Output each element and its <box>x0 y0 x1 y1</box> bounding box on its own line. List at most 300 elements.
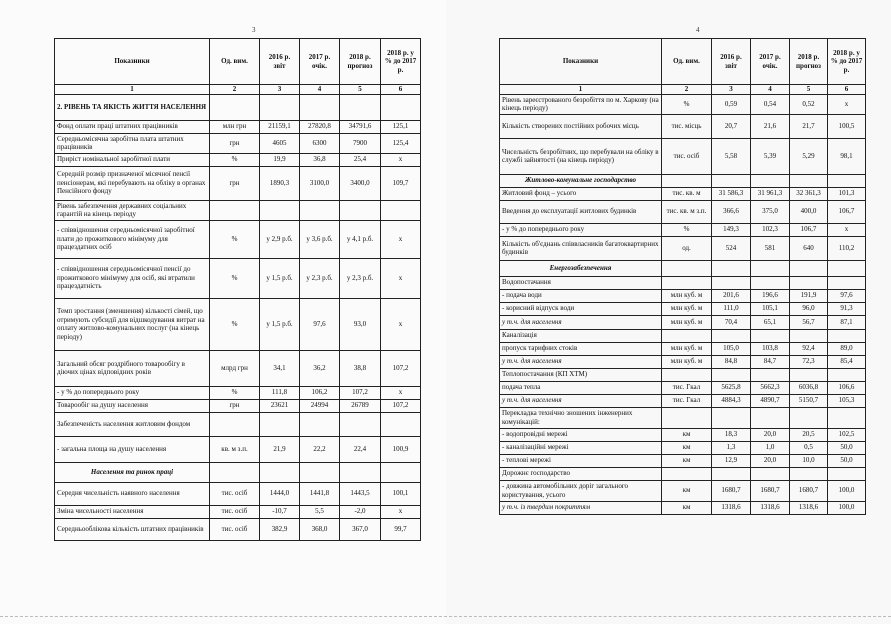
table-row <box>55 350 421 386</box>
unit-cell: млн куб. м <box>662 342 712 355</box>
col-number: 2 <box>210 85 260 95</box>
page-number: 3 <box>252 26 256 34</box>
value-2017-cell <box>751 276 790 289</box>
percent-cell <box>828 174 866 187</box>
table-row <box>55 462 421 482</box>
value-2018-cell: 106,7 <box>790 223 828 236</box>
table-row <box>55 518 421 540</box>
value-2016-cell: 21,9 <box>260 436 300 462</box>
table-row <box>500 114 866 138</box>
unit-cell: тис. осіб <box>210 518 260 540</box>
value-2018-cell: 32 361,3 <box>790 187 828 200</box>
percent-cell: 106,6 <box>828 381 866 394</box>
unit-cell: тис. осіб <box>662 138 712 174</box>
indicator-cell: у т.ч. для населення <box>500 355 662 368</box>
header-indicator: Показники <box>55 39 210 85</box>
table-row <box>55 399 421 412</box>
value-2016-cell: 1318,6 <box>712 501 751 514</box>
percent-cell <box>828 260 866 276</box>
indicator-cell: Зміна чисельності населення <box>55 505 210 518</box>
indicator-cell: - співвідношення середньомісячної пенсії до прожиткового мінімуму для осіб, які втратили працездатність <box>55 258 210 298</box>
table-row <box>55 200 421 220</box>
table-row <box>55 258 421 298</box>
percent-cell: 100,0 <box>828 501 866 514</box>
table-row <box>500 223 866 236</box>
value-2016-cell <box>712 407 751 428</box>
value-2018-cell: 5,29 <box>790 138 828 174</box>
header-unit: Од. вим. <box>662 39 712 85</box>
page-number: 4 <box>696 26 700 34</box>
value-2018-cell: 1443,5 <box>340 482 381 505</box>
col-number: 4 <box>300 85 340 95</box>
unit-cell: % <box>210 220 260 258</box>
percent-cell: 87,1 <box>828 315 866 329</box>
value-2018-cell: у 4,1 р.б. <box>340 220 381 258</box>
value-2016-cell <box>712 329 751 342</box>
unit-cell: км <box>662 501 712 514</box>
unit-cell: тис. місць <box>662 114 712 138</box>
percent-cell: 107,2 <box>381 399 421 412</box>
indicator-cell: у т.ч. із твердим покриттям <box>500 501 662 514</box>
value-2016-cell: 524 <box>712 236 751 260</box>
value-2018-cell: 25,4 <box>340 153 381 166</box>
value-2018-cell: 0,5 <box>790 441 828 454</box>
table-row <box>500 441 866 454</box>
unit-cell <box>662 174 712 187</box>
value-2018-cell: 5150,7 <box>790 394 828 407</box>
value-2018-cell: -2,0 <box>340 505 381 518</box>
value-2016-cell: у 1,5 р.б. <box>260 258 300 298</box>
indicator-cell: Середній розмір призначеної місячної пенсії пенсіонерам, які перебувають на обліку в органах Пенсійного фонду <box>55 166 210 200</box>
value-2017-cell: 21,6 <box>751 114 790 138</box>
table-row <box>500 381 866 394</box>
indicator-cell: - у % до попереднього року <box>55 386 210 399</box>
unit-cell: млрд грн <box>210 350 260 386</box>
value-2018-cell: 400,0 <box>790 200 828 223</box>
unit-cell: грн <box>210 166 260 200</box>
value-2017-cell: 0,54 <box>751 94 790 114</box>
indicator-cell: Каналізація <box>500 329 662 342</box>
value-2016-cell: у 2,9 р.б. <box>260 220 300 258</box>
value-2017-cell: 3100,0 <box>300 166 340 200</box>
value-2017-cell: 103,8 <box>751 342 790 355</box>
value-2016-cell <box>712 368 751 381</box>
indicator-cell: - співвідношення середньомісячної заробітної плати до прожиткового мінімуму для працездатних осіб <box>55 220 210 258</box>
table-row <box>55 153 421 166</box>
table-row <box>500 407 866 428</box>
indicator-cell: Забезпеченість населення житловим фондом <box>55 412 210 436</box>
percent-cell: 107,2 <box>381 350 421 386</box>
table-row <box>55 386 421 399</box>
value-2016-cell: 1,3 <box>712 441 751 454</box>
table-row <box>55 412 421 436</box>
value-2016-cell <box>260 94 300 120</box>
header-percent: 2018 р. у % до 2017 р. <box>381 39 421 85</box>
table-row <box>500 480 866 501</box>
header-2017: 2017 р. очік. <box>300 39 340 85</box>
percent-cell: х <box>381 153 421 166</box>
indicator-cell: у т.ч. для населення <box>500 315 662 329</box>
table-row <box>55 133 421 153</box>
percent-cell <box>828 467 866 480</box>
unit-cell <box>662 276 712 289</box>
percent-cell: 101,3 <box>828 187 866 200</box>
indicator-cell: Введення до експлуатації житлових будинків <box>500 200 662 223</box>
col-number: 6 <box>828 85 866 95</box>
table-row <box>55 220 421 258</box>
percent-cell: 125,1 <box>381 120 421 133</box>
value-2017-cell: 102,3 <box>751 223 790 236</box>
percent-cell: 100,0 <box>828 480 866 501</box>
percent-cell <box>828 276 866 289</box>
value-2016-cell: 1444,0 <box>260 482 300 505</box>
value-2017-cell: 1441,8 <box>300 482 340 505</box>
indicator-cell: Середня чисельність наявного населення <box>55 482 210 505</box>
value-2018-cell: 6036,8 <box>790 381 828 394</box>
indicator-cell: подача тепла <box>500 381 662 394</box>
value-2018-cell: 640 <box>790 236 828 260</box>
indicator-cell: Водопостачання <box>500 276 662 289</box>
indicator-cell: - водопровідні мережі <box>500 428 662 441</box>
table-row <box>55 120 421 133</box>
indicator-cell: Приріст номінальної заробітної плати <box>55 153 210 166</box>
table-row <box>500 501 866 514</box>
indicators-table-left <box>54 38 421 541</box>
indicator-cell: пропуск тарифних стоків <box>500 342 662 355</box>
indicator-cell: Енергозабезпечення <box>500 260 662 276</box>
percent-cell: 85,4 <box>828 355 866 368</box>
unit-cell: % <box>210 298 260 350</box>
value-2016-cell <box>712 260 751 276</box>
value-2016-cell: -10,7 <box>260 505 300 518</box>
percent-cell <box>828 329 866 342</box>
value-2016-cell: 4605 <box>260 133 300 153</box>
value-2018-cell: 10,0 <box>790 454 828 467</box>
value-2016-cell: 23621 <box>260 399 300 412</box>
value-2018-cell: 26789 <box>340 399 381 412</box>
table-row <box>500 467 866 480</box>
value-2017-cell: 20,0 <box>751 454 790 467</box>
value-2016-cell <box>712 174 751 187</box>
value-2016-cell: 1890,3 <box>260 166 300 200</box>
value-2018-cell <box>340 412 381 436</box>
value-2018-cell <box>340 94 381 120</box>
value-2017-cell: 22,2 <box>300 436 340 462</box>
table-row <box>500 276 866 289</box>
unit-cell: млн куб. м <box>662 355 712 368</box>
unit-cell: % <box>210 153 260 166</box>
indicator-cell: - загальна площа на душу населення <box>55 436 210 462</box>
percent-cell: 100,1 <box>381 482 421 505</box>
percent-cell: 109,7 <box>381 166 421 200</box>
unit-cell: млн куб. м <box>662 289 712 302</box>
col-number: 5 <box>790 85 828 95</box>
unit-cell: тис. Гкал <box>662 394 712 407</box>
value-2017-cell: 1,0 <box>751 441 790 454</box>
value-2016-cell <box>712 467 751 480</box>
value-2017-cell: 5,5 <box>300 505 340 518</box>
value-2017-cell: 24994 <box>300 399 340 412</box>
value-2018-cell <box>340 200 381 220</box>
table-row <box>500 94 866 114</box>
header-indicator: Показники <box>500 39 662 85</box>
value-2018-cell: 34791,6 <box>340 120 381 133</box>
value-2018-cell: 191,9 <box>790 289 828 302</box>
value-2018-cell: 93,0 <box>340 298 381 350</box>
table-row <box>500 289 866 302</box>
value-2016-cell: 201,6 <box>712 289 751 302</box>
value-2017-cell: 20,0 <box>751 428 790 441</box>
indicator-cell: Товарообіг на душу населення <box>55 399 210 412</box>
value-2018-cell: 1680,7 <box>790 480 828 501</box>
value-2017-cell <box>751 260 790 276</box>
unit-cell: % <box>210 386 260 399</box>
value-2016-cell <box>260 412 300 436</box>
unit-cell: км <box>662 480 712 501</box>
value-2017-cell: 5662,3 <box>751 381 790 394</box>
indicator-cell: - подача води <box>500 289 662 302</box>
table-row <box>55 482 421 505</box>
table-row <box>500 187 866 200</box>
percent-cell: 97,6 <box>828 289 866 302</box>
unit-cell: км <box>662 441 712 454</box>
value-2016-cell: 18,3 <box>712 428 751 441</box>
table-row <box>500 302 866 315</box>
percent-cell <box>828 407 866 428</box>
value-2018-cell: 1318,6 <box>790 501 828 514</box>
percent-cell: 50,0 <box>828 441 866 454</box>
unit-cell: км <box>662 428 712 441</box>
value-2018-cell: 367,0 <box>340 518 381 540</box>
percent-cell <box>381 412 421 436</box>
percent-cell: 100,5 <box>828 114 866 138</box>
unit-cell <box>662 329 712 342</box>
value-2016-cell: 4884,3 <box>712 394 751 407</box>
indicator-cell: Населення та ринок праці <box>55 462 210 482</box>
header-2018: 2018 р. прогноз <box>790 39 828 85</box>
indicator-cell: - теплові мережі <box>500 454 662 467</box>
col-number: 4 <box>751 85 790 95</box>
unit-cell <box>210 200 260 220</box>
indicator-cell: Теплопостачання (КП ХТМ) <box>500 368 662 381</box>
value-2017-cell: 375,0 <box>751 200 790 223</box>
indicator-cell: 2. РІВЕНЬ ТА ЯКІСТЬ ЖИТТЯ НАСЕЛЕННЯ <box>55 94 210 120</box>
table-row <box>500 260 866 276</box>
value-2018-cell: 96,0 <box>790 302 828 315</box>
table-row <box>500 355 866 368</box>
unit-cell: км <box>662 454 712 467</box>
value-2018-cell <box>790 174 828 187</box>
value-2017-cell: у 3,6 р.б. <box>300 220 340 258</box>
right-page <box>446 0 891 624</box>
unit-cell: тис. кв. м з.п. <box>662 200 712 223</box>
value-2016-cell: 34,1 <box>260 350 300 386</box>
percent-cell: 91,3 <box>828 302 866 315</box>
percent-cell: 100,9 <box>381 436 421 462</box>
table-row <box>55 166 421 200</box>
value-2016-cell: 31 586,3 <box>712 187 751 200</box>
percent-cell: 102,5 <box>828 428 866 441</box>
indicator-cell: - корисний відпуск води <box>500 302 662 315</box>
value-2017-cell: 1318,6 <box>751 501 790 514</box>
table-row <box>500 342 866 355</box>
value-2017-cell <box>300 200 340 220</box>
unit-cell: тис. Гкал <box>662 381 712 394</box>
header-2017: 2017 р. очік. <box>751 39 790 85</box>
indicator-cell: Житловий фонд – усього <box>500 187 662 200</box>
percent-cell: 89,0 <box>828 342 866 355</box>
unit-cell <box>210 94 260 120</box>
unit-cell <box>210 462 260 482</box>
value-2016-cell: 20,7 <box>712 114 751 138</box>
value-2017-cell <box>751 467 790 480</box>
value-2016-cell: 19,9 <box>260 153 300 166</box>
percent-cell: х <box>381 386 421 399</box>
value-2016-cell: 21159,1 <box>260 120 300 133</box>
value-2018-cell: 7900 <box>340 133 381 153</box>
table-row <box>500 329 866 342</box>
value-2016-cell: 105,0 <box>712 342 751 355</box>
percent-cell: х <box>381 505 421 518</box>
value-2017-cell <box>300 462 340 482</box>
value-2017-cell: 36,8 <box>300 153 340 166</box>
indicator-cell: Фонд оплати праці штатних працівників <box>55 120 210 133</box>
indicator-cell: Темп зростання (зменшення) кількості сімей, що отримують субсидії для відшкодування витрат на оплату житлово-комунальних послуг (на кінець періоду) <box>55 298 210 350</box>
table-row <box>500 174 866 187</box>
header-2016: 2016 р. звіт <box>712 39 751 85</box>
table-row <box>55 505 421 518</box>
percent-cell: х <box>381 298 421 350</box>
table-row <box>55 94 421 120</box>
value-2017-cell: 106,2 <box>300 386 340 399</box>
value-2018-cell <box>790 368 828 381</box>
value-2017-cell <box>751 407 790 428</box>
value-2017-cell: 36,2 <box>300 350 340 386</box>
indicator-cell: Житлово-комунальне господарство <box>500 174 662 187</box>
col-number: 5 <box>340 85 381 95</box>
percent-cell <box>381 462 421 482</box>
value-2016-cell: 12,9 <box>712 454 751 467</box>
percent-cell: х <box>828 94 866 114</box>
percent-cell: 50,0 <box>828 454 866 467</box>
indicator-cell: Загальний обсяг роздрібного товарообігу в діючих цінах відповідних років <box>55 350 210 386</box>
value-2016-cell: 5,58 <box>712 138 751 174</box>
header-2018: 2018 р. прогноз <box>340 39 381 85</box>
value-2017-cell <box>751 174 790 187</box>
unit-cell <box>662 407 712 428</box>
value-2016-cell: 84,8 <box>712 355 751 368</box>
percent-cell: х <box>381 258 421 298</box>
percent-cell <box>828 368 866 381</box>
indicator-cell: Рівень забезпечення державних соціальних гарантій на кінець періоду <box>55 200 210 220</box>
table-row <box>500 394 866 407</box>
indicator-cell: Рівень зареєстрованого безробіття по м. Харкову (на кінець періоду) <box>500 94 662 114</box>
table-row <box>500 138 866 174</box>
table-row <box>500 454 866 467</box>
value-2018-cell <box>790 260 828 276</box>
percent-cell: 98,1 <box>828 138 866 174</box>
value-2016-cell: 149,3 <box>712 223 751 236</box>
indicators-table-right <box>499 38 866 515</box>
value-2016-cell <box>712 276 751 289</box>
unit-cell: % <box>662 94 712 114</box>
header-2016: 2016 р. звіт <box>260 39 300 85</box>
value-2017-cell: 84,7 <box>751 355 790 368</box>
indicator-cell: Кількість створених постійних робочих місць <box>500 114 662 138</box>
percent-cell: 105,3 <box>828 394 866 407</box>
unit-cell: тис. кв. м <box>662 187 712 200</box>
value-2018-cell: у 2,3 р.б. <box>340 258 381 298</box>
table-row <box>500 368 866 381</box>
unit-cell: % <box>662 223 712 236</box>
value-2016-cell: 1680,7 <box>712 480 751 501</box>
value-2018-cell: 22,4 <box>340 436 381 462</box>
value-2018-cell <box>790 467 828 480</box>
value-2018-cell <box>790 329 828 342</box>
unit-cell: тис. осіб <box>210 482 260 505</box>
col-number: 6 <box>381 85 421 95</box>
unit-cell: млн куб. м <box>662 302 712 315</box>
value-2017-cell <box>300 412 340 436</box>
value-2018-cell: 107,2 <box>340 386 381 399</box>
unit-cell: % <box>210 258 260 298</box>
value-2017-cell: 1680,7 <box>751 480 790 501</box>
unit-cell: млн грн <box>210 120 260 133</box>
value-2016-cell: 111,0 <box>712 302 751 315</box>
value-2018-cell: 38,8 <box>340 350 381 386</box>
indicator-cell: Середньомісячна заробітна плата штатних працівників <box>55 133 210 153</box>
value-2016-cell: 0,59 <box>712 94 751 114</box>
value-2017-cell: 105,1 <box>751 302 790 315</box>
table-row <box>55 298 421 350</box>
value-2017-cell: 196,6 <box>751 289 790 302</box>
indicator-cell: Перекладка технічно зношених інженерних комунікацій: <box>500 407 662 428</box>
indicator-cell: - у % до попереднього року <box>500 223 662 236</box>
header-unit: Од. вим. <box>210 39 260 85</box>
percent-cell: 99,7 <box>381 518 421 540</box>
table-row <box>500 200 866 223</box>
value-2017-cell: 31 961,3 <box>751 187 790 200</box>
value-2016-cell: 366,6 <box>712 200 751 223</box>
value-2018-cell: 21,7 <box>790 114 828 138</box>
unit-cell: млн куб. м <box>662 315 712 329</box>
value-2017-cell <box>300 94 340 120</box>
indicator-cell: Дорожнє господарство <box>500 467 662 480</box>
value-2016-cell: 382,9 <box>260 518 300 540</box>
table-row <box>500 315 866 329</box>
value-2017-cell <box>751 329 790 342</box>
indicator-cell: Кількість об'єднань співвласників багатоквартирних будинків <box>500 236 662 260</box>
value-2017-cell: 6300 <box>300 133 340 153</box>
indicator-cell: Чисельність безробітних, що перебували на обліку в службі зайнятості (на кінець періоду) <box>500 138 662 174</box>
col-number: 1 <box>500 85 662 95</box>
value-2018-cell: 0,52 <box>790 94 828 114</box>
value-2017-cell: 65,1 <box>751 315 790 329</box>
value-2016-cell <box>260 462 300 482</box>
value-2017-cell <box>751 368 790 381</box>
value-2016-cell: 70,4 <box>712 315 751 329</box>
value-2016-cell: у 1,5 р.б. <box>260 298 300 350</box>
table-row <box>55 436 421 462</box>
percent-cell: х <box>381 220 421 258</box>
indicator-cell: Середньооблікова кількість штатних працівників <box>55 518 210 540</box>
value-2017-cell: 4890,7 <box>751 394 790 407</box>
col-number: 3 <box>712 85 751 95</box>
table-row <box>500 428 866 441</box>
unit-cell: од. <box>662 236 712 260</box>
value-2016-cell: 5625,8 <box>712 381 751 394</box>
unit-cell: грн <box>210 399 260 412</box>
